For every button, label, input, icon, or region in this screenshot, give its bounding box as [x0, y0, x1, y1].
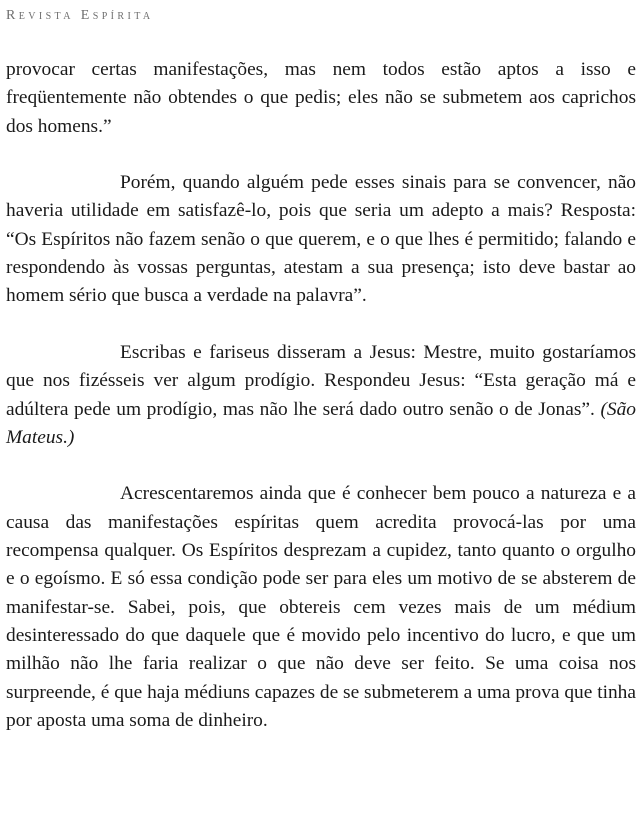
paragraph-2-text: Porém, quando alguém pede esses sinais para se convencer, não haveria utilidade em satisfazê-lo, pois que seria um adepto a mais? Resposta: “Os Espíritos não fazem senão o que querem, e o que lhes é permitido; falando e respondendo às vossas perguntas, atestam a sua presença; isto deve bastar ao homem sério que busca a verdade na palavra”.: [6, 172, 636, 307]
paragraph-4: [6, 480, 636, 735]
body-text: [6, 56, 636, 735]
paragraph-3-text: Escribas e fariseus disseram a Jesus: Mestre, muito gostaríamos que nos fizésseis ver algum prodígio. Respondeu Jesus: “Esta geração má e adúltera pede um prodígio, mas não lhe será dado outro senão o de Jonas”.: [6, 341, 636, 420]
paragraph-3: [6, 339, 636, 452]
paragraph-4-text: Acrescentaremos ainda que é conhecer bem pouco a natureza e a causa das manifestações espíritas quem acredita provocá-las por uma recompensa qualquer. Os Espíritos desprezam a cupidez, tanto quanto o orgulho e o egoísmo. E só essa condição pode ser para eles um motivo de se absterem de manifestar-se. Sabei, pois, que obtereis cem vezes mais de um médium desinteressado do que daquele que é movido pelo incentivo do lucro, e que um milhão não lhe faria realizar o que não deve ser feito. Se uma coisa nos surpreende, é que haja médiuns capazes de se submeterem a uma prova que tinha por aposta uma soma de dinheiro.: [6, 483, 636, 731]
running-header: Revista Espírita: [6, 8, 154, 23]
paragraph-1: [6, 56, 636, 141]
paragraph-2: [6, 169, 636, 310]
scripture-citation: (São Mateus.): [6, 398, 636, 448]
paragraph-1-text: provocar certas manifestações, mas nem todos estão aptos a isso e freqüentemente não obtendes o que pedis; eles não se submetem aos caprichos dos homens.”: [6, 59, 636, 137]
